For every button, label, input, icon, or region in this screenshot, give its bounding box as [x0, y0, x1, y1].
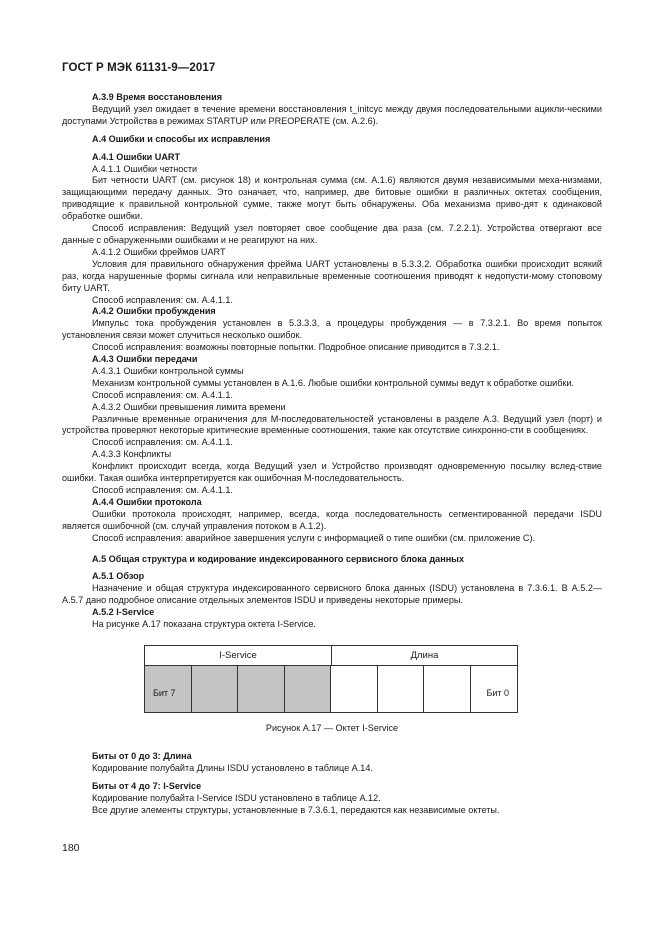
- section-heading: А.5.1 Обзор: [92, 571, 145, 582]
- paragraph: Способ исправления: см. А.4.1.1.: [92, 389, 233, 400]
- paragraph: На рисунке А.17 показана структура октета I-Service.: [92, 619, 316, 630]
- paragraph: Назначение и общая структура индексированного сервисного блока данных (ISDU) установлена в 7.3.6.1. В А.5.2—А.5.7 дано подробное описание отдельных элементов ISDU и приведены некоторые примеры.: [62, 583, 602, 606]
- paragraph: Механизм контрольной суммы установлен в А.1.6. Любые ошибки контрольной суммы ведут к обработке ошибки.: [92, 377, 574, 388]
- figure-caption: Рисунок А.17 — Октет I-Service: [265, 722, 399, 733]
- section-heading: А.4 Ошибки и способы их исправления: [92, 133, 271, 144]
- paragraph: Различные временные ограничения для М-последовательностей установлены в разделе А.3. Ведущий узел (порт) и устройства проверяют некоторые критические временные соотношения, такие как отсутствие синхронно-сти в сообщениях.: [62, 413, 602, 436]
- document-body: [62, 92, 602, 817]
- paragraph: Все другие элементы структуры, установленные в 7.3.6.1, передаются как независимые октеты.: [92, 804, 500, 815]
- section-heading: A.3.9 Время восстановления: [92, 92, 223, 102]
- paragraph: Условия для правильного обнаружения фрейма UART установлены в 5.3.3.2. Обработка ошибки происходит всякий раз, когда нарушенные формы сигнала или неправильные временные соотношения приводят к недопусти-мому стоповому биту UART.: [62, 258, 602, 293]
- section-heading: А.5 Общая структура и кодирование индексированного сервисного блока данных: [92, 553, 465, 564]
- section-heading: А.5.2 I-Service: [92, 607, 155, 618]
- document-header: ГОСТ Р МЭК 61131-9—2017: [62, 62, 216, 74]
- bit-cell: [238, 666, 285, 712]
- octet-diagram: [144, 645, 518, 713]
- paragraph: А.4.1.2 Ошибки фреймов UART: [92, 246, 226, 257]
- paragraph: А.4.1.1 Ошибки четности: [92, 163, 198, 174]
- section-heading: А.4.2 Ошибки пробуждения: [92, 306, 216, 317]
- paragraph: Кодирование полубайта I-Service ISDU установлено в таблице А.12.: [92, 792, 381, 803]
- section-heading: А.4.4 Ошибки протокола: [92, 496, 202, 507]
- length-header: Длина: [332, 646, 517, 666]
- paragraph: А.4.3.3 Конфликты: [92, 449, 172, 460]
- paragraph: А.4.3.1 Ошибки контрольной суммы: [92, 365, 244, 376]
- paragraph: Ведущий узел ожидает в течение времени восстановления t_initcyc между двумя последовательными ацикли-ческими доступами Устройства в режимах STARTUP или PREOPERATE (см. А.2.6).: [62, 103, 602, 126]
- paragraph: А.4.3.2 Ошибки превышения лимита времени: [92, 401, 286, 412]
- paragraph: Способ исправления: возможны повторные попытки. Подробное описание приводится в 7.3.2.1.: [92, 342, 500, 353]
- bit-cell: [424, 666, 471, 712]
- i-service-header: I-Service: [145, 646, 332, 666]
- paragraph: Способ исправления: см. А.4.1.1.: [92, 437, 233, 448]
- bit-cell: [285, 666, 332, 712]
- paragraph: Способ исправления: Ведущий узел повторяет свое сообщение два раза (см. 7.2.2.1). Устройства отвергают все данные с обнаруженными ошибками и не реагируют на них.: [62, 223, 602, 245]
- bit-cell: [192, 666, 239, 712]
- paragraph: Конфликт происходит всегда, когда Ведущий узел и Устройство производят одновременную посылку вслед-ствие ошибки. Такая ошибка интерпретируется как ошибочная М-последовательность.: [62, 461, 602, 484]
- figure-a17: [62, 645, 602, 751]
- paragraph: Бит четности UART (см. рисунок 18) и контрольная сумма (см. А.1.6) являются двумя независимыми меха-низмами, защищающими передачу данных. Это означает, что, например, две битовые ошибки в различных октетах сообщения, приводящие к правильной контрольной сумме, также могут быть обнаружены. Оба механизма приво-дят к одинаковой обработке ошибки.: [62, 175, 602, 222]
- paragraphs-before-figure: [62, 92, 602, 631]
- bit0-label: Бит 0: [486, 687, 509, 698]
- paragraph: Кодирование полубайта Длины ISDU установлено в таблице А.14.: [92, 762, 373, 773]
- paragraph: Способ исправления: см. А.4.1.1.: [92, 485, 233, 495]
- paragraph: Способ исправления: аварийное завершения услуги с информацией о типе ошибки (см. приложение С).: [92, 532, 536, 543]
- bit-cell: [331, 666, 378, 712]
- section-heading: Биты от 4 до 7: I-Service: [92, 780, 202, 791]
- section-heading: Биты от 0 до 3: Длина: [92, 750, 192, 761]
- bit-cell: [378, 666, 425, 712]
- page-number: 180: [62, 842, 80, 854]
- section-heading: А.4.3 Ошибки передачи: [92, 354, 198, 365]
- bit7-label: Бит 7: [153, 687, 176, 698]
- paragraph: Способ исправления: см. А.4.1.1.: [92, 294, 233, 305]
- section-heading: А.4.1 Ошибки UART: [92, 151, 181, 162]
- paragraph: Ошибки протокола происходят, например, всегда, когда последовательность сегментированной передачи ISDU является ошибочной (см. случай управления потоком в А.1.2).: [62, 508, 602, 531]
- paragraph: Импульс тока пробуждения установлен в 5.3.3.3, а процедуры пробуждения — в 7.3.2.1. Во время попыток установления связи может случиться несколько ошибок.: [62, 318, 602, 341]
- paragraphs-after-figure: [62, 751, 602, 817]
